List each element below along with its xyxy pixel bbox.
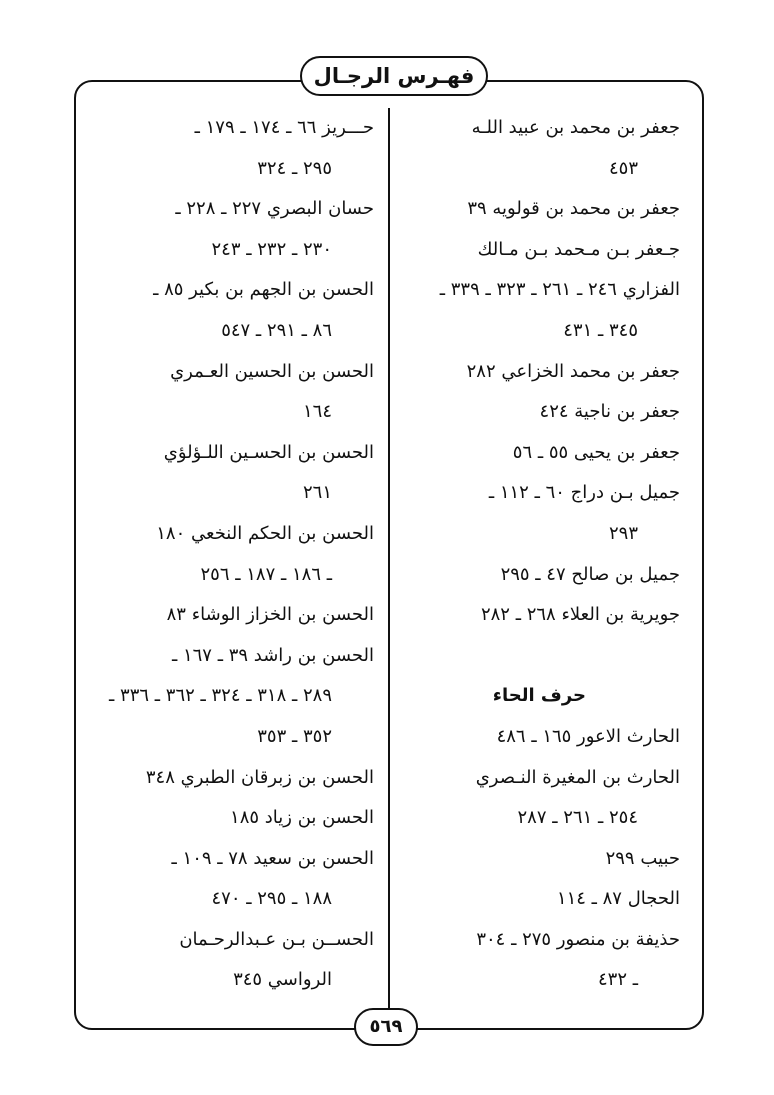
index-entry-line: ٢٣٠ ـ ٢٣٢ ـ ٢٤٣ xyxy=(211,238,332,260)
index-entry-line: ٣٤٥ ـ ٤٣١ xyxy=(563,319,638,341)
index-entry-line: جـعفر بـن مـحمد بـن مـالك xyxy=(477,238,680,260)
index-entry-line: حبيب ٢٩٩ xyxy=(605,847,680,869)
index-entry-line: الحســن بـن عـبدالرحـمان xyxy=(179,928,374,950)
index-entry-line: الحسن بن الخزاز الوشاء ٨٣ xyxy=(166,604,374,626)
index-entry-line: الحارث بن المغيرة النـصري xyxy=(475,766,680,788)
index-entry-line: ٣٥٢ ـ ٣٥٣ xyxy=(257,725,332,747)
index-entry-line xyxy=(404,636,680,677)
index-column-right xyxy=(404,108,680,1001)
index-entry-line: الحسن بن الجهم بن بكير ٨٥ ـ xyxy=(153,279,374,301)
index-entry-line: الفزاري ٢٤٦ ـ ٢٦١ ـ ٣٢٣ ـ ٣٣٩ ـ xyxy=(439,279,680,301)
index-entry-line: جميل بـن دراج ٦٠ ـ ١١٢ ـ xyxy=(488,482,680,504)
index-entry-line: ١٦٤ xyxy=(302,401,332,423)
index-entry-line: ٨٦ ـ ٢٩١ ـ ٥٤٧ xyxy=(221,319,332,341)
index-entry-line: الحسن بن الحكم النخعي ١٨٠ xyxy=(156,522,374,544)
index-entry-line: ٢٩٣ xyxy=(608,522,638,544)
index-entry-line: جعفر بن محمد الخزاعي ٢٨٢ xyxy=(466,360,680,382)
index-entry-line: جعفر بن ناجية ٤٢٤ xyxy=(539,401,680,423)
index-entry-line: ١٨٨ ـ ٢٩٥ ـ ٤٧٠ xyxy=(211,888,332,910)
index-entry-line: ٢٥٤ ـ ٢٦١ ـ ٢٨٧ xyxy=(517,807,638,829)
index-entry-line: جميل بن صالح ٤٧ ـ ٢٩٥ xyxy=(500,563,680,585)
index-entry-line: جعفر بن يحيى ٥٥ ـ ٥٦ xyxy=(512,441,680,463)
index-entry-line: ٢٦١ xyxy=(302,482,332,504)
index-entry-line: حذيفة بن منصور ٢٧٥ ـ ٣٠٤ xyxy=(476,928,680,950)
index-entry-line: الرواسي ٣٤٥ xyxy=(233,969,332,991)
index-entry-line: ٤٥٣ xyxy=(608,157,638,179)
index-entry-line: الحارث الاعور ١٦٥ ـ ٤٨٦ xyxy=(496,725,680,747)
index-entry-line: حـــريز ٦٦ ـ ١٧٤ ـ ١٧٩ ـ xyxy=(194,117,374,138)
index-entry-line: ـ ١٨٦ ـ ١٨٧ ـ ٢٥٦ xyxy=(200,563,332,585)
index-entry-line: ٢٨٩ ـ ٣١٨ ـ ٣٢٤ ـ ٣٦٢ ـ ٣٣٦ ـ xyxy=(109,685,332,707)
page-title: فهـرس الرجـال xyxy=(300,56,488,96)
index-entry-line: الحسن بن زياد ١٨٥ xyxy=(230,807,374,829)
index-entry-line: الحسن بن الحسين العـمري xyxy=(170,360,374,382)
index-entry-line: الحسن بن سعيد ٧٨ ـ ١٠٩ ـ xyxy=(171,847,374,869)
index-entry-line: الحسن بن راشد ٣٩ ـ ١٦٧ ـ xyxy=(171,644,374,666)
index-column-left xyxy=(94,108,374,1001)
index-entry-line: الحسن بن زبرقان الطبري ٣٤٨ xyxy=(145,766,374,788)
page-number: ٥٦٩ xyxy=(354,1008,418,1046)
index-entry-line: ٢٩٥ ـ ٣٢٤ xyxy=(257,157,332,179)
index-entry-line: جويرية بن العلاء ٢٦٨ ـ ٢٨٢ xyxy=(480,604,680,626)
section-heading: حرف الحاء xyxy=(492,685,586,707)
index-entry-line: الحسن بن الحسـين اللـؤلؤي xyxy=(163,441,374,463)
index-entry-line: جعفر بن محمد بن قولويه ٣٩ xyxy=(467,198,680,220)
column-divider xyxy=(388,108,390,1020)
index-entry-line: حسان البصري ٢٢٧ ـ ٢٢٨ ـ xyxy=(175,198,374,220)
index-entry-line: الحجال ٨٧ ـ ١١٤ xyxy=(556,888,680,910)
index-entry-line: جعفر بن محمد بن عبيد اللـه xyxy=(471,117,680,138)
index-entry-line: ـ ٤٣٢ xyxy=(597,969,638,991)
